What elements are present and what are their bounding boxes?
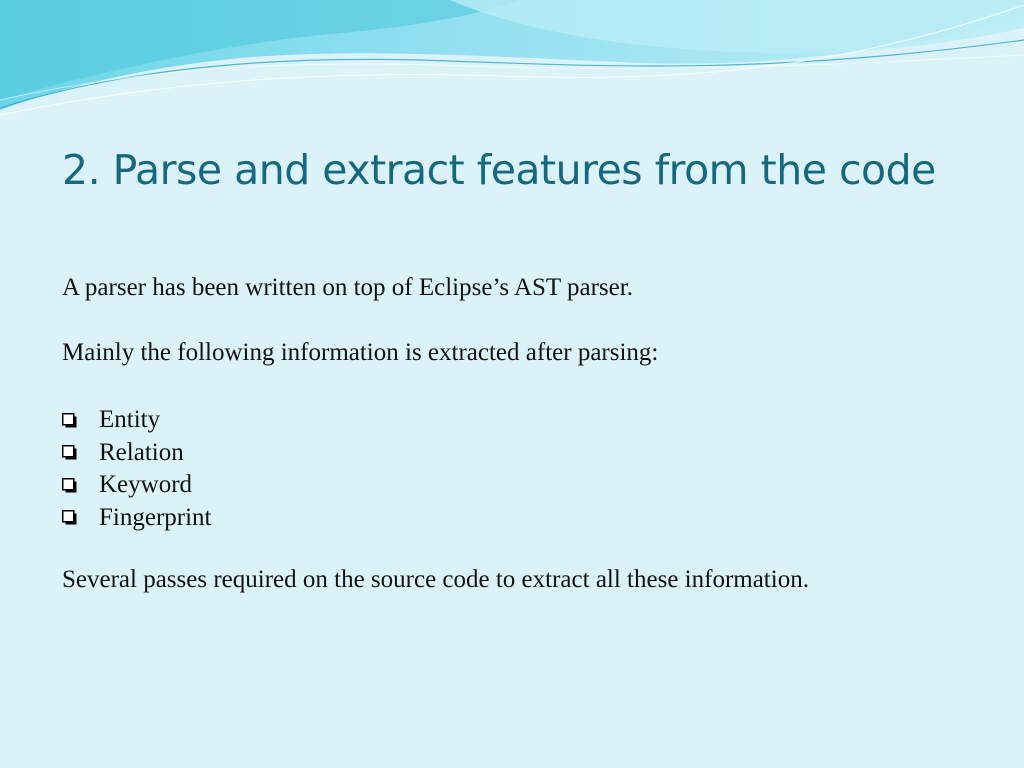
- paragraph-parser: A parser has been written on top of Eclipse’s AST parser.: [62, 274, 633, 301]
- feature-list: [62, 404, 212, 534]
- wave-decoration: [0, 0, 1024, 140]
- slide-title: 2. Parse and extract features from the code: [62, 146, 936, 194]
- list-item: [62, 469, 212, 502]
- list-item: [62, 437, 212, 470]
- checkbox-icon: [62, 510, 77, 525]
- list-item-label: Entity: [99, 406, 161, 434]
- list-item: [62, 404, 212, 437]
- list-item-label: Relation: [99, 438, 184, 466]
- list-item: [62, 502, 212, 535]
- list-item-label: Fingerprint: [99, 503, 212, 531]
- checkbox-icon: [62, 478, 77, 493]
- paragraph-extracted-info: Mainly the following information is extracted after parsing:: [62, 339, 659, 366]
- checkbox-icon: [62, 445, 77, 460]
- list-item-label: Keyword: [99, 471, 193, 499]
- checkbox-icon: [62, 413, 77, 428]
- paragraph-passes: Several passes required on the source code to extract all these information.: [62, 566, 809, 593]
